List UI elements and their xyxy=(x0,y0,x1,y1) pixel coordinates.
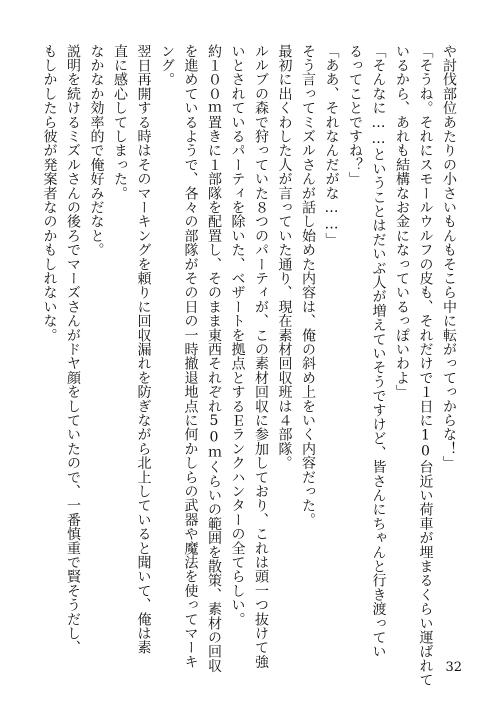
text-line: を進めているようで、各々の部隊がその日の一時撤退地点に何かしらの武器や魔法を使ってマーキ xyxy=(182,44,199,669)
text-line: 最初に出くわした人が言っていた通り、現在素材回収班は４部隊。 xyxy=(276,44,293,470)
text-line: 説明を続けるミズルさんの後ろでマーズさんがドヤ顔をしていたので、一番慎重で賢そうだし、 xyxy=(65,44,81,655)
text-line: なかなか効率的で俺好みだなと。 xyxy=(88,44,105,257)
text-line: るってことですね？」 xyxy=(347,44,363,186)
text-line: 「そうね。それにスモールウルフの皮も、それだけで１日に10台近い荷車が埋まるくらい運ばれて xyxy=(417,44,434,687)
text-line: ルルブの森で狩っていた８つのパーティが、この素材回収に参加しており、これは頭一つ抜けて強 xyxy=(253,44,269,669)
text-line: いとされているパーティを除いた、ベザートを拠点とするＥランクハンターの全てらしい。 xyxy=(229,44,246,627)
text-line: や討伐部位あたりの小さいもんもそこら中に転がってっからな！」 xyxy=(441,44,457,470)
text-line: そう言ってミズルさんが話し始めた内容は、俺の斜め上をいく内容だった。 xyxy=(300,44,316,527)
text-line: ング。 xyxy=(159,44,175,87)
text-line: 「ああ、それなんだがな……」 xyxy=(323,44,340,247)
text-line: いるから、あれも結構なお金になっているっぽいわよ」 xyxy=(394,44,410,399)
text-line: もしかしたら彼が発案者なのかもしれないな。 xyxy=(41,44,58,343)
text-line: 「そんなに……ということはだいぶ人が増えていそうですけど、皆さんにちゃんと行き渡ってい xyxy=(370,44,387,659)
text-line: 翌日再開する時はそのマーキングを頼りに回収漏れを防ぎながら北上していると聞いて、俺は素 xyxy=(135,44,152,655)
page-number: 32 xyxy=(445,660,462,675)
text-line: 約１００ｍ置きに１部隊を配置し、そのまま東西それぞれ50ｍくらいの範囲を散策、素材の回収 xyxy=(206,44,222,673)
text-line: 直に感心してしまった。 xyxy=(112,44,128,201)
